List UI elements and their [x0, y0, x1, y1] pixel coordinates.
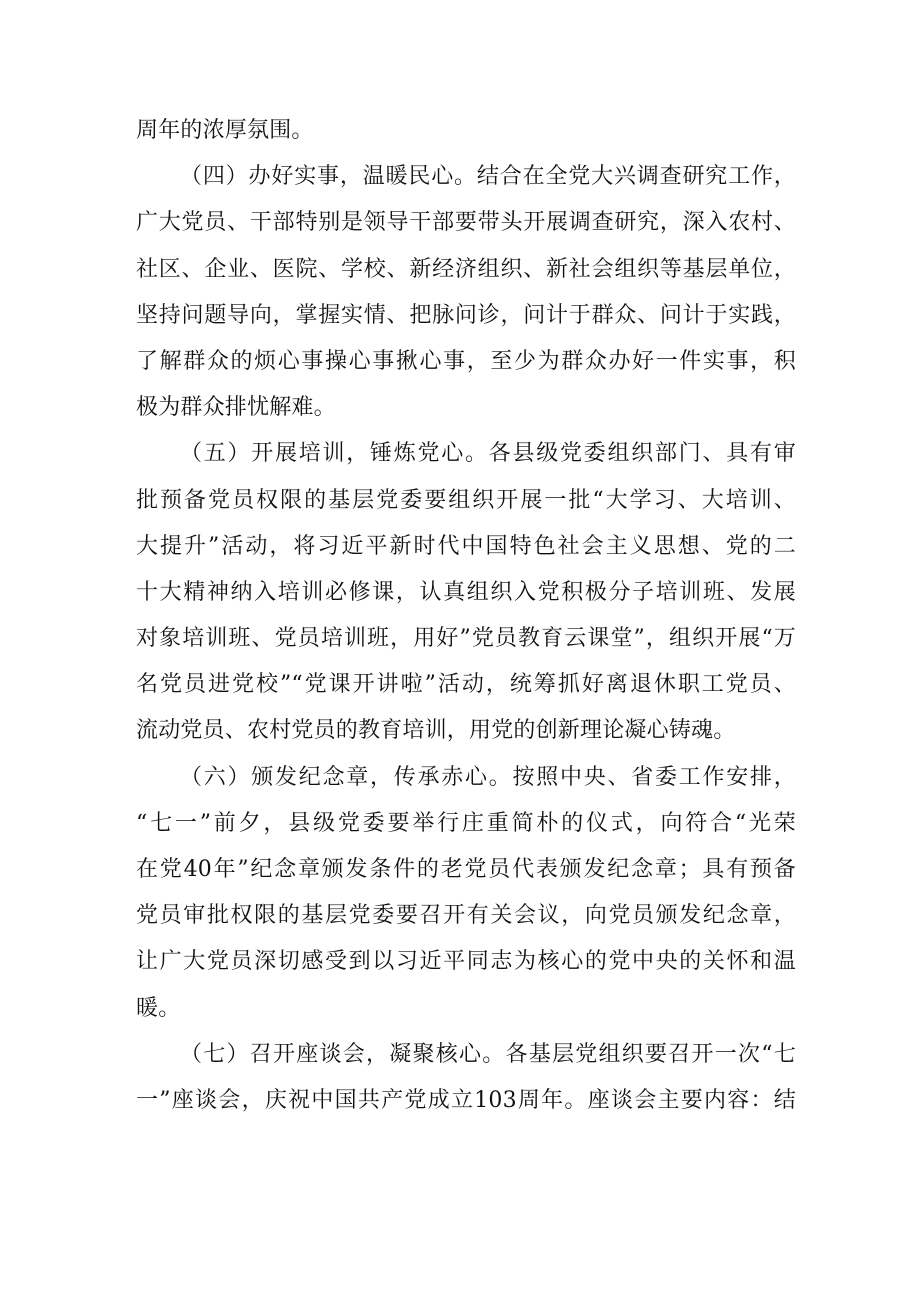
- text-line: 了解群众的烦心事操心事揪心事，至少为群众办好一件实事，积: [136, 348, 796, 374]
- paragraph-first-line: （五）开展培训，锤炼党心。各县级党委组织部门、具有审: [180, 441, 796, 467]
- text-line: 暖。: [136, 995, 181, 1021]
- text-line: 批预备党员权限的基层党委要组织开展一批“大学习、大培训、: [136, 487, 796, 513]
- text-line: 周年的浓厚氛围。: [136, 118, 314, 143]
- text-line: “七一”前夕，县级党委要举行庄重简朴的仪式，向符合“光荣: [136, 810, 796, 836]
- text-line: 极为群众排忧解难。: [136, 395, 336, 421]
- text-line: 坚持问题导向，掌握实情、把脉问诊，问计于群众、问计于实践，: [136, 302, 796, 328]
- paragraph-first-line: （六）颁发纪念章，传承赤心。按照中央、省委工作安排，: [180, 764, 796, 790]
- text-line: 在党40年”纪念章颁发条件的老党员代表颁发纪念章；具有预备: [136, 857, 796, 882]
- text-line: 大提升”活动，将习近平新时代中国特色社会主义思想、党的二: [136, 533, 796, 559]
- text-line: 十大精神纳入培训必修课，认真组织入党积极分子培训班、发展: [136, 579, 796, 605]
- text-line: 对象培训班、党员培训班，用好”党员教育云课堂”，组织开展“万: [136, 626, 796, 652]
- text-line: 广大党员、干部特别是领导干部要带头开展调查研究，深入农村、: [136, 210, 796, 236]
- paragraph-first-line: （七）召开座谈会，凝聚核心。各基层党组织要召开一次“七: [180, 1041, 796, 1067]
- text-line: 一”座谈会，庆祝中国共产党成立103周年。座谈会主要内容：结: [136, 1087, 796, 1113]
- document-page: [136, 108, 796, 1124]
- paragraph-first-line: （四）办好实事，温暖民心。结合在全党大兴调查研究工作，: [180, 164, 796, 190]
- text-line: 流动党员、农村党员的教育培训，用党的创新理论凝心铸魂。: [136, 718, 736, 744]
- text-line: 名党员进党校”“党课开讲啦”活动，统筹抓好离退休职工党员、: [136, 672, 796, 698]
- text-line: 党员审批权限的基层党委要召开有关会议，向党员颁发纪念章，: [136, 903, 796, 929]
- text-line: 社区、企业、医院、学校、新经济组织、新社会组织等基层单位，: [136, 256, 796, 282]
- text-line: 让广大党员深切感受到以习近平同志为核心的党中央的关怀和温: [136, 949, 796, 975]
